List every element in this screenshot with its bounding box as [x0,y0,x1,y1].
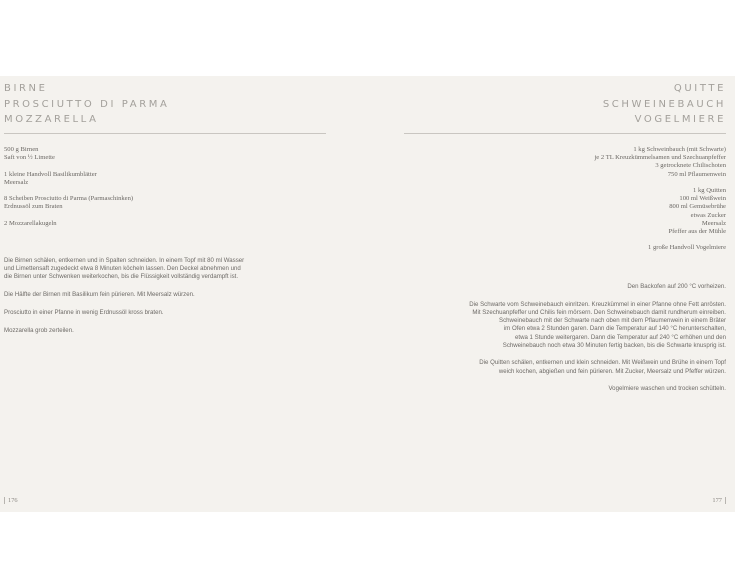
ingredient-line: Erdnussöl zum Braten [4,203,63,211]
method-paragraph [404,385,726,393]
ingredient-line: 500 g Birnen [4,146,39,153]
left-page [4,76,326,512]
ingredient-group [404,187,726,236]
method-line: im Ofen etwa 2 Stunden garen. Dann die Temperatur auf 140 °C herunterschalten, [503,325,726,333]
method-paragraph [4,291,326,299]
ingredient-group [404,146,726,179]
method-paragraph [4,327,326,335]
ingredient-group [4,171,326,187]
ingredient-list [4,146,326,236]
ingredient-line: 1 große Handvoll Vogelmiere [648,244,726,252]
title-line: QUITTE [673,83,726,94]
ingredient-line: 1 kleine Handvoll Basilikumblätter [4,170,97,178]
method-line: Den Backofen auf 200 °C vorheizen. [627,283,726,290]
ingredient-line: Saft von ½ Limette [4,154,55,162]
title-line: BIRNE [4,83,48,94]
method-paragraph [404,301,726,350]
method-paragraph [404,359,726,375]
ingredient-line: Pfeffer aus der Mühle [668,228,726,236]
method-line: Die Schwarte vom Schweinebauch einritzen. Kreuzkümmel in einer Pfanne ohne Fett anrösten. [469,300,726,308]
method-line: Vogelmiere waschen und trocken schütteln. [608,385,726,393]
method-steps [4,257,326,344]
title-divider [404,133,726,134]
ingredient-group [4,220,326,228]
title-divider [4,133,326,134]
method-paragraph [4,257,326,282]
ingredient-group [404,244,726,252]
method-paragraph [4,309,326,317]
title-line: PROSCIUTTO DI PARMA [4,98,170,110]
ingredient-line: 8 Scheiben Prosciutto di Parma (Parmaschinken) [4,195,134,203]
method-paragraph [404,283,726,291]
ingredient-line: Meersalz [701,219,726,227]
method-line: Prosciutto in einer Pfanne in wenig Erdnussöl kross braten. [4,308,164,316]
ingredient-line: Meersalz [4,178,29,186]
ingredient-line: 100 ml Weißwein [679,195,726,203]
method-line: weich kochen, abgießen und fein pürieren. Mit Zucker, Meersalz und Pfeffer würzen. [498,367,726,375]
page-number: 176 [4,497,18,504]
ingredient-group [4,195,326,211]
method-line: Die Birnen schälen, entkernen und in Spalten schneiden. In einem Topf mit 80 ml Wasser [4,257,245,264]
ingredient-list [404,146,726,261]
ingredient-line: 1 kg Quitten [693,187,726,194]
ingredient-line: etwas Zucker [690,211,726,219]
method-line: die Birnen unter Schwenken weiterkochen, bis die Flüssigkeit vollständig verdampft ist. [4,273,239,281]
title-line: SCHWEINEBAUCH [602,98,726,110]
method-steps [404,283,726,403]
ingredient-group [4,146,326,162]
method-line: Schweinebauch noch etwa 30 Minuten fertig backen, bis die Schwarte knusprig ist. [502,341,726,349]
ingredient-line: 2 Mozzarellakugeln [4,219,57,227]
book-spread [0,76,735,512]
ingredient-line: 3 getrocknete Chilischoten [655,162,726,170]
ingredient-line: 1 kg Schweinbauch (mit Schwarte) [633,146,726,153]
ingredient-line: je 2 TL Kreuzkümmelsamen und Szechuanpfeffer [594,154,726,162]
method-line: Die Quitten schälen, entkernen und klein schneiden. Mit Weißwein und Brühe in einem Topf [479,359,726,367]
method-line: Die Hälfte der Birnen mit Basilikum fein pürieren. Mit Meersalz würzen. [4,291,195,299]
ingredient-line: 800 ml Gemüsebrühe [669,203,726,211]
title-line: VOGELMIERE [634,114,726,125]
title-line: MOZZARELLA [4,114,99,125]
method-line: Mozzarella grob zerteilen. [4,326,74,334]
method-line: etwa 1 Stunde weitergaren. Dann die Temperatur auf 240 °C erhöhen und den [514,333,726,341]
method-line: Mit Szechuanpfeffer und Chilis fein mörsern. Den Schweinebauch damit rundherum einreiben. [472,308,726,316]
recipe-title [404,81,726,128]
page-number: 177 [712,497,726,504]
method-line: und Limettensaft zugedeckt etwa 8 Minuten köcheln lassen. Den Deckel abnehmen und [4,265,241,273]
method-line: Schweinebauch mit der Schwarte nach oben mit dem Pflaumenwein in einem Bräter [499,317,726,325]
recipe-title [4,81,326,128]
right-page [404,76,726,512]
ingredient-line: 750 ml Pflaumenwein [667,170,726,178]
